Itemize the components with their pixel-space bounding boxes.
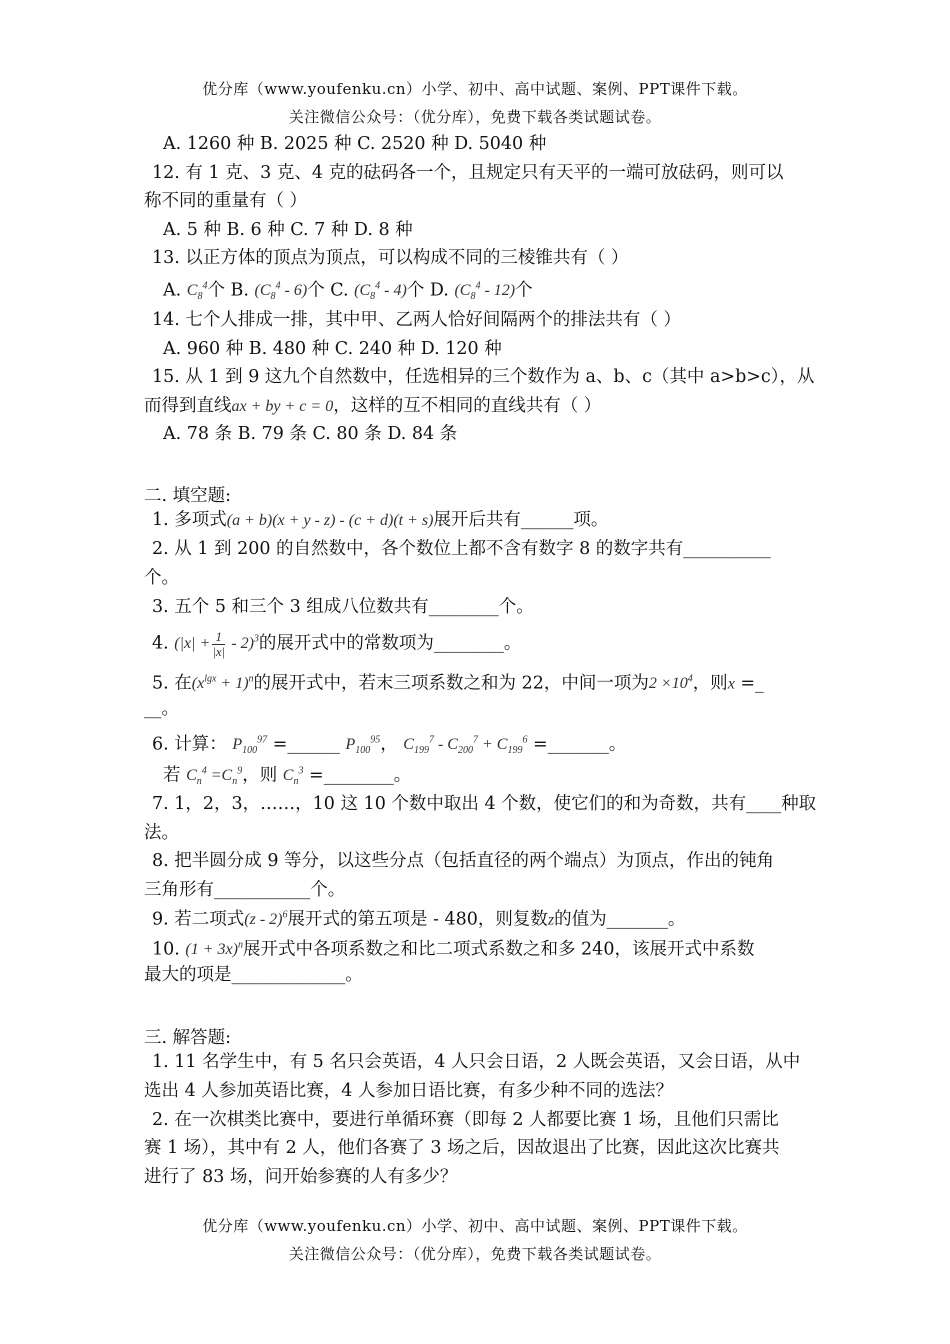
header-line-1: 优分库（www.youfenku.cn）小学、初中、高中试题、案例、PPT课件下载。 bbox=[202, 80, 748, 98]
q13-options: A. $C_8^4$个 B. $(C_8^4 - 6)$个 C. $(C_8^4 - 4)$个 D. $(C_8^4 - 12)$个 bbox=[163, 280, 533, 303]
fill-6-target: $C_n^3$ bbox=[282, 766, 304, 788]
q13-option-a-label: A. bbox=[163, 280, 182, 301]
section-3-title: 三. 解答题: bbox=[144, 1028, 232, 1048]
answer-2-line-3: 进行了 83 场，问开始参赛的人有多少？ bbox=[144, 1167, 458, 1187]
q13-option-b-math: $(C_8^4 - 6)$ bbox=[254, 281, 308, 303]
fill-9: 9. 若二项式(z - 2)$^6$展开式的第五项是 - 480，则复数z的值为_______。 bbox=[152, 909, 686, 930]
q12-line-1: 12. 有 1 克、3 克、4 克的砝码各一个，且规定只有天平的一端可放砝码，则可以 bbox=[152, 163, 784, 183]
fill-7-line-1: 7. 1，2，3，……，10 这 10 个数中取出 4 个数，使它们的和为奇数，共有____种取 bbox=[152, 794, 817, 814]
q15-options: A. 78 条 B. 79 条 C. 80 条 D. 84 条 bbox=[163, 424, 458, 444]
q13-option-a-math: $C_8^4$ bbox=[186, 281, 208, 303]
answer-2-line-2: 赛 1 场），其中有 2 人，他们各赛了 3 场之后，因故退出了比赛，因此这次比赛共 bbox=[144, 1138, 780, 1158]
fill-10-line-2: 最大的项是_____________。 bbox=[144, 965, 363, 985]
q12-line-2: 称不同的重量有（ ） bbox=[144, 191, 308, 211]
fill-9-math: (z - 2)$^6$ bbox=[244, 910, 288, 929]
fill-5-line-2: __。 bbox=[144, 699, 179, 719]
fill-4-math: (|x| + $\frac{1}{|x|}$ - 2)$^3$ bbox=[174, 629, 259, 660]
fill-6-perm-1: $P_{100}^{97}$ bbox=[232, 735, 268, 757]
fill-10-line-1: 10. $(1 + 3x)^n$展开式中各项系数之和比二项式系数之和多 240，该展开式中系数 bbox=[152, 939, 755, 960]
fill-8-line-2: 三角形有___________个。 bbox=[144, 880, 346, 900]
q13-option-c-math: $(C_8^4 - 4)$ bbox=[354, 281, 407, 303]
fill-1: 1. 多项式(a + b)(x + y - z) - (c + d)(t + s)展开后共有______项。 bbox=[152, 510, 609, 530]
q12-options: A. 5 种 B. 6 种 C. 7 种 D. 8 种 bbox=[163, 220, 413, 240]
fill-6-line-2: 若 $C_n^4 =C_n^9$，则 $C_n^3$ =________。 bbox=[163, 765, 412, 788]
fill-1-math: (a + b)(x + y - z) - (c + d)(t + s) bbox=[226, 512, 434, 529]
q13-option-d-label: 个 D. bbox=[406, 280, 449, 301]
q15-line-1: 15. 从 1 到 9 这九个自然数中，任选相异的三个数作为 a、b、c（其中 a>b>c），从 bbox=[152, 367, 815, 387]
fill-10-math: $(1 + 3x)^n$ bbox=[185, 940, 243, 959]
answer-1-line-2: 选出 4 人参加英语比赛，4 人参加日语比赛，有多少种不同的选法？ bbox=[144, 1081, 673, 1101]
fill-5-math: $(x^{lgx} + 1)^n$ bbox=[191, 674, 254, 693]
fill-6-line-1: 6. 计算： $P_{100}^{97}$ =______ $P_{100}^{95}$， $C_{199}^7 - C_{200}^7 + C_{199}^6$ =_______。 bbox=[152, 734, 627, 757]
q13-option-c-label: 个 C. bbox=[307, 280, 349, 301]
fill-6-comb-expr: $C_{199}^7 - C_{200}^7 + C_{199}^6$ bbox=[403, 735, 528, 757]
q13-option-b-label: 个 B. bbox=[207, 280, 249, 301]
fill-7-line-2: 法。 bbox=[144, 823, 179, 843]
answer-2-line-1: 2. 在一次棋类比赛中，要进行单循环赛（即每 2 人都要比赛 1 场，且他们只需比 bbox=[152, 1110, 779, 1130]
q14-line-1: 14. 七个人排成一排，其中甲、乙两人恰好间隔两个的排法共有（ ） bbox=[152, 310, 681, 330]
section-2-title: 二. 填空题: bbox=[144, 486, 232, 506]
q15-line-2: 而得到直线ax + by + c = 0，这样的互不相同的直线共有（ ） bbox=[144, 396, 602, 416]
fill-2-line-1: 2. 从 1 到 200 的自然数中，各个数位上都不含有数字 8 的数字共有__________ bbox=[152, 539, 771, 559]
footer-line-1: 优分库（www.youfenku.cn）小学、初中、高中试题、案例、PPT课件下载。 bbox=[202, 1217, 748, 1235]
fill-5-line-1: 5. 在$(x^{lgx} + 1)^n$的展开式中，若末三项系数之和为 22，中间一项为$2 \times 10^4$，则x =_ bbox=[152, 673, 764, 694]
q14-options: A. 960 种 B. 480 种 C. 240 种 D. 120 种 bbox=[163, 339, 502, 359]
answer-1-line-1: 1. 11 名学生中，有 5 名只会英语，4 人只会日语，2 人既会英语，又会日语，从中 bbox=[152, 1052, 801, 1072]
fill-8-line-1: 8. 把半圆分成 9 等分，以这些分点（包括直径的两个端点）为顶点，作出的钝角 bbox=[152, 851, 775, 871]
fill-6-cond: $C_n^4 =C_n^9$ bbox=[186, 766, 243, 788]
footer-line-2: 关注微信公众号：（优分库），免费下载各类试题试卷。 bbox=[288, 1245, 662, 1263]
fill-5-middle-term: $2 \times 10^4$ bbox=[648, 674, 693, 693]
fill-3: 3. 五个 5 和三个 3 组成八位数共有________个。 bbox=[152, 597, 534, 617]
header-line-2: 关注微信公众号：（优分库），免费下载各类试题试卷。 bbox=[288, 108, 662, 126]
fill-2-line-2: 个。 bbox=[144, 568, 179, 588]
fill-4: 4. (|x| + $\frac{1}{|x|}$ - 2)$^3$的展开式中的常数项为________。 bbox=[152, 629, 522, 660]
q13-option-d-math: $(C_8^4 - 12)$ bbox=[454, 281, 516, 303]
q11-options: A. 1260 种 B. 2025 种 C. 2520 种 D. 5040 种 bbox=[163, 134, 547, 154]
fill-6-perm-2: $P_{100}^{95}$ bbox=[345, 735, 381, 757]
q15-line-equation: ax + by + c = 0 bbox=[231, 398, 334, 415]
q13-line-1: 13. 以正方体的顶点为顶点，可以构成不同的三棱锥共有（ ） bbox=[152, 248, 629, 268]
